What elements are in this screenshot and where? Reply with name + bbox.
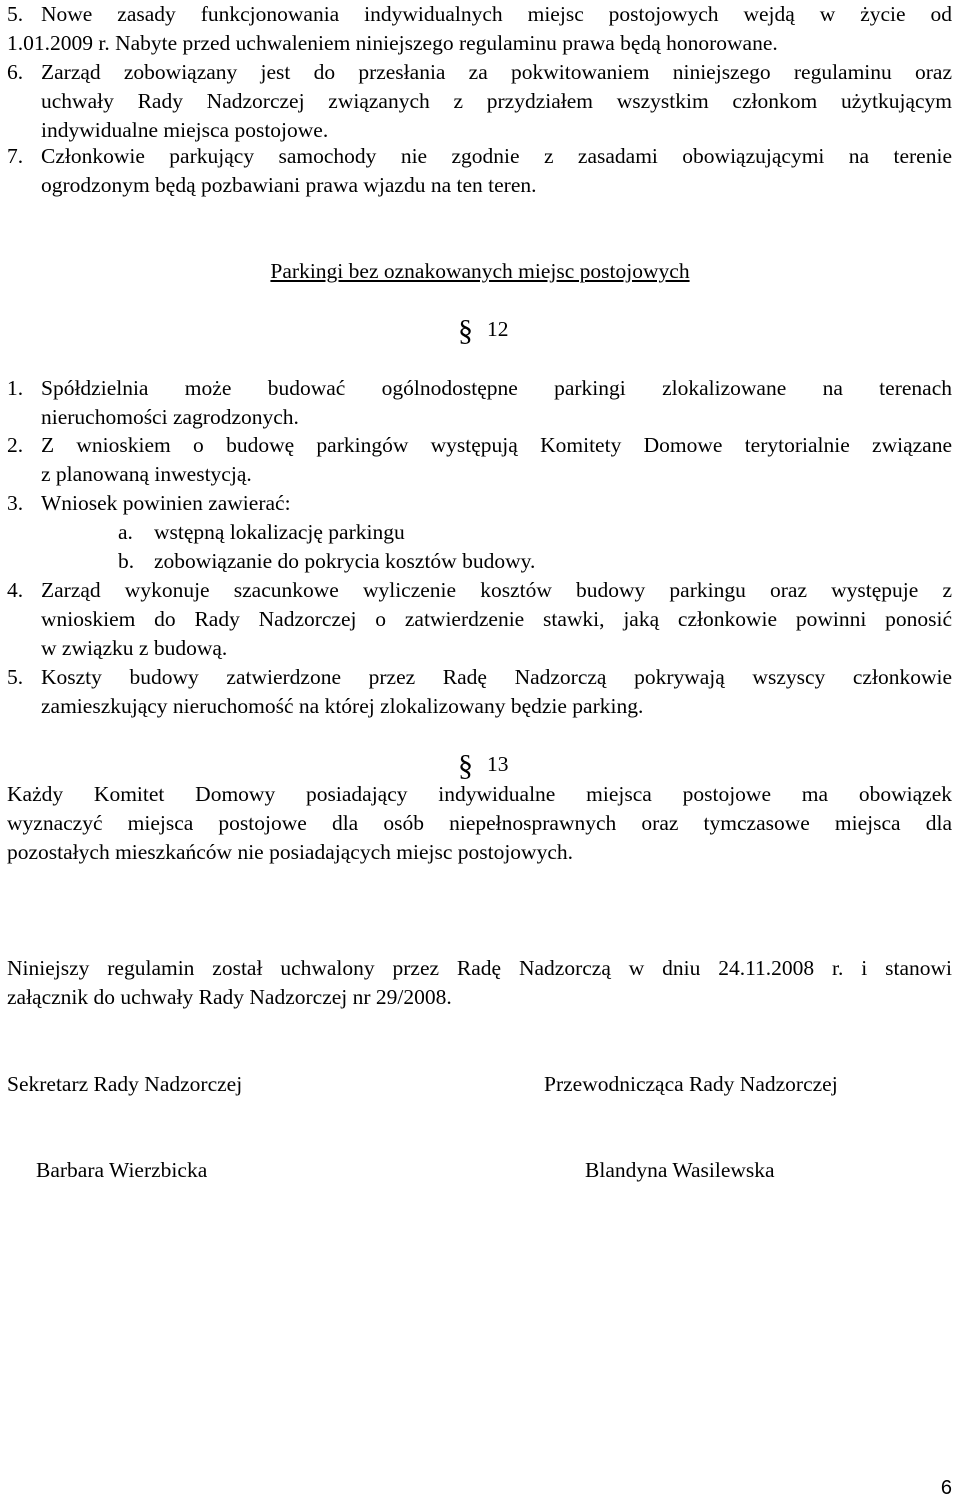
signature-title-right: Przewodnicząca Rady Nadzorczej [544, 1072, 838, 1096]
paragraph-13-text [7, 780, 952, 867]
item-number: 6. [7, 60, 24, 84]
closing-line: Niniejszy regulamin został uchwalony przez Radę Nadzorczą w dniu 24.11.2008 r. i stanowi [7, 956, 952, 980]
list-item [7, 576, 952, 663]
list-item [7, 0, 952, 58]
page-number: 6 [940, 1477, 952, 1499]
signature-title-left: Sekretarz Rady Nadzorczej [7, 1072, 243, 1096]
paragraph-number: 12 [487, 317, 509, 341]
section-heading: Parkingi bez oznakowanych miejsc postojowych [270, 259, 690, 283]
item-number: 4. [7, 578, 24, 602]
paragraph-number: 13 [487, 752, 509, 776]
list-item [7, 663, 952, 721]
sub-item-letter: b. [118, 549, 135, 573]
item-line: Z wnioskiem o budowę parkingów występują Komitety Domowe terytorialnie związane [41, 433, 952, 457]
item-line: z planowaną inwestycją. [41, 462, 252, 486]
section-sign-icon: § [458, 314, 473, 347]
item-number: 5. [7, 2, 24, 26]
item-number: 1. [7, 376, 24, 400]
list-item [7, 142, 952, 200]
signature-name-right: Blandyna Wasilewska [585, 1158, 775, 1182]
closing-statement [7, 954, 952, 1012]
item-line: ogrodzonym będą pozbawiani prawa wjazdu na ten teren. [41, 173, 537, 197]
section-sign-icon: § [458, 749, 473, 782]
paragraph-line: pozostałych mieszkańców nie posiadających miejsc postojowych. [7, 840, 574, 864]
item-line: 1.01.2009 r. Nabyte przed uchwaleniem niniejszego regulaminu prawa będą honorowane. [7, 31, 778, 55]
list-item [7, 489, 952, 518]
paragraph-line: Każdy Komitet Domowy posiadający indywidualne miejsca postojowe ma obowiązek [7, 782, 952, 806]
sub-list-item [118, 518, 405, 547]
item-line: Spółdzielnia może budować ogólnodostępne parkingi zlokalizowane na terenach [41, 376, 952, 400]
item-line: Koszty budowy zatwierdzone przez Radę Nadzorczą pokrywają wszyscy członkowie [41, 665, 952, 689]
item-number: 2. [7, 433, 24, 457]
item-line: indywidualne miejsca postojowe. [41, 118, 329, 142]
item-line: w związku z budową. [41, 636, 228, 660]
item-line: uchwały Rady Nadzorczej związanych z przydziałem wszystkim członkom użytkującym [41, 89, 952, 113]
item-line: Wniosek powinien zawierać: [41, 491, 291, 515]
item-number: 3. [7, 491, 24, 515]
sub-item-letter: a. [118, 520, 133, 544]
sub-item-text: zobowiązanie do pokrycia kosztów budowy. [154, 549, 536, 573]
item-line: Członkowie parkujący samochody nie zgodnie z zasadami obowiązującymi na terenie [41, 144, 952, 168]
item-line: nieruchomości zagrodzonych. [41, 405, 299, 429]
paragraph-marker-12 [458, 315, 509, 345]
paragraph-marker-13 [458, 750, 509, 780]
sub-item-text: wstępną lokalizację parkingu [154, 520, 405, 544]
item-line: Nowe zasady funkcjonowania indywidualnych miejsc postojowych wejdą w życie od [41, 2, 952, 26]
sub-list-item [118, 547, 535, 576]
item-number: 5. [7, 665, 24, 689]
list-item [7, 58, 952, 145]
item-line: Zarząd zobowiązany jest do przesłania za pokwitowaniem niniejszego regulaminu oraz [41, 60, 952, 84]
list-item [7, 431, 952, 489]
paragraph-line: wyznaczyć miejsca postojowe dla osób niepełnosprawnych oraz tymczasowe miejsca dla [7, 811, 952, 835]
list-item [7, 374, 952, 432]
item-line: Zarząd wykonuje szacunkowe wyliczenie kosztów budowy parkingu oraz występuje z [41, 578, 952, 602]
signature-name-left: Barbara Wierzbicka [36, 1158, 208, 1182]
item-number: 7. [7, 144, 24, 168]
item-line: wnioskiem do Rady Nadzorczej o zatwierdzenie stawki, jaką członkowie powinni ponosić [41, 607, 952, 631]
item-line: zamieszkujący nieruchomość na której zlokalizowany będzie parking. [41, 694, 644, 718]
closing-line: załącznik do uchwały Rady Nadzorczej nr 29/2008. [7, 985, 452, 1009]
